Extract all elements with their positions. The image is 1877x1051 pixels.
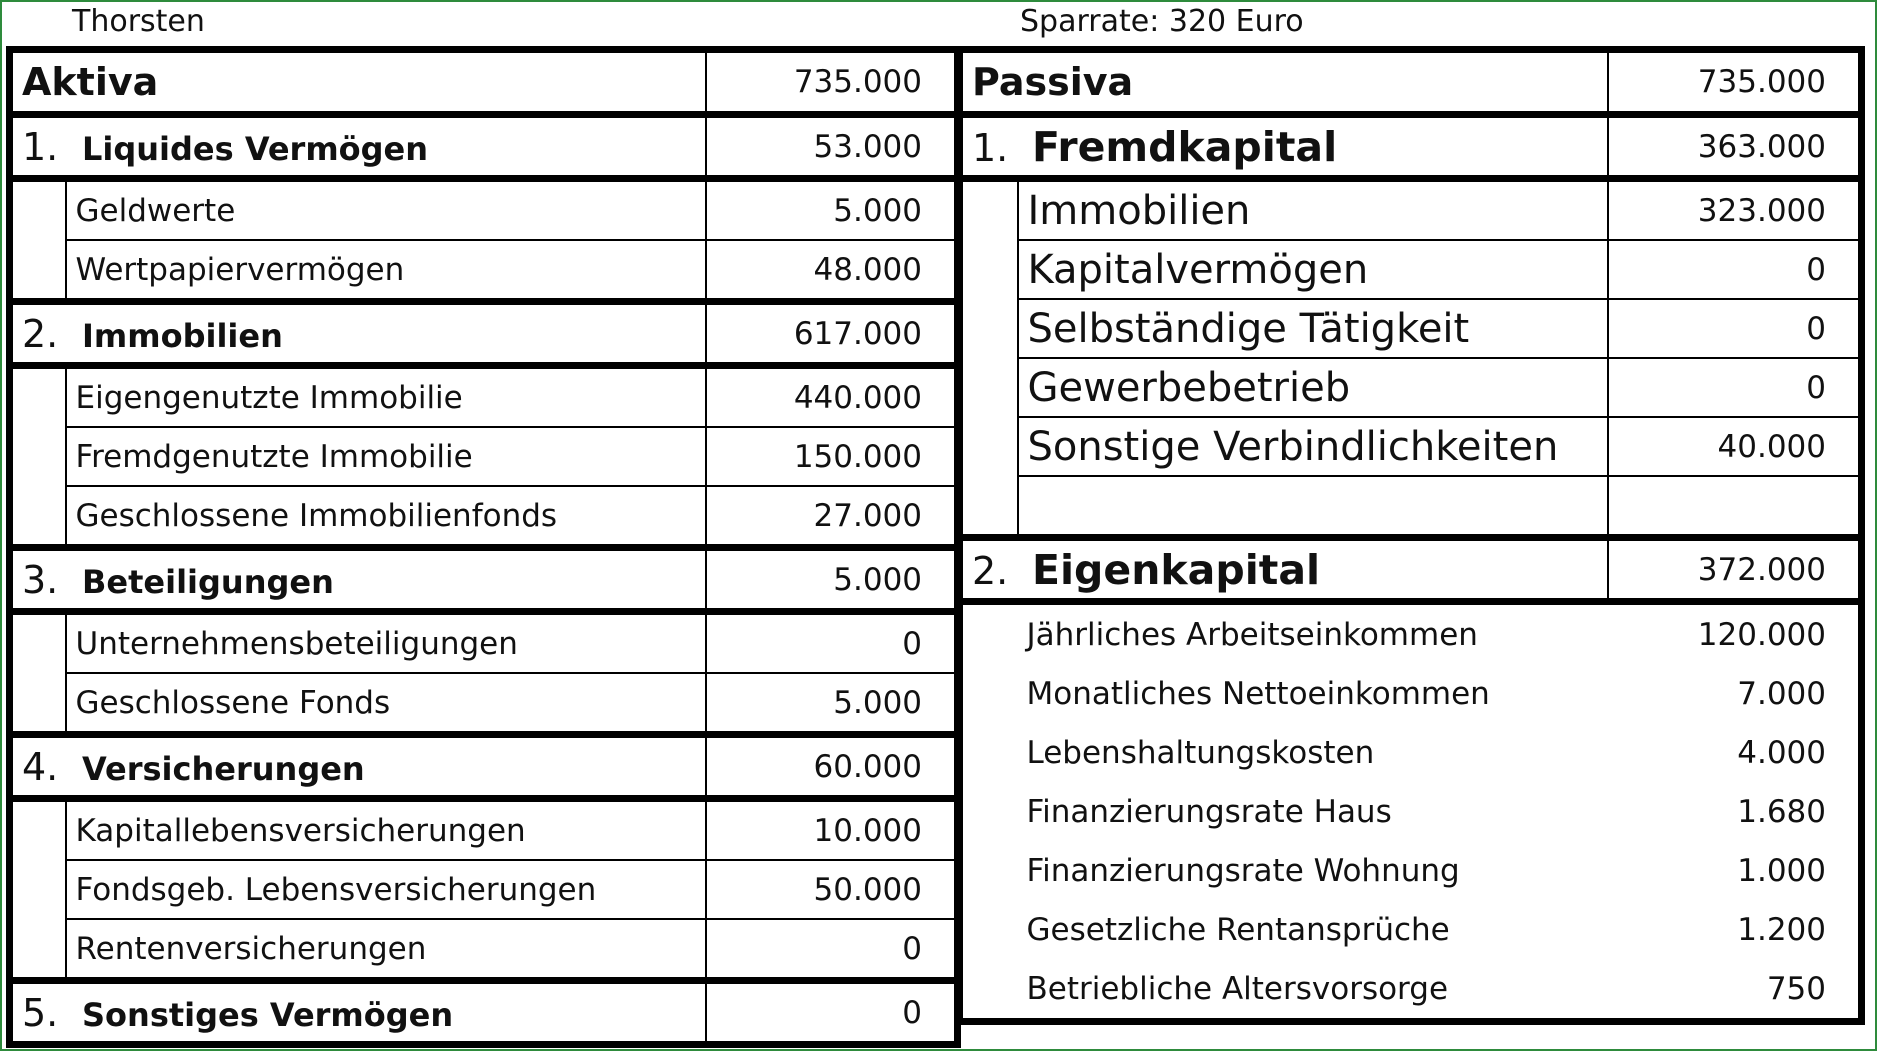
- section-label: [10, 115, 706, 179]
- section-title: Liquides Vermögen: [82, 129, 429, 168]
- aktiva-total: 735.000: [706, 50, 958, 115]
- item-label: Unternehmensbeteiligungen: [66, 612, 706, 674]
- item-label: Sonstige Verbindlichkeiten: [1018, 417, 1608, 476]
- indent-cell: [960, 900, 1018, 959]
- aktiva-title: Aktiva: [10, 50, 706, 115]
- section-label: [960, 538, 1608, 602]
- item-value: 5.000: [706, 179, 958, 241]
- section-label: [10, 302, 706, 366]
- section-number: 1.: [972, 125, 1009, 170]
- indent-cell: [960, 782, 1018, 841]
- indent-cell: [960, 602, 1018, 665]
- info-label: Lebenshaltungskosten: [1026, 734, 1375, 771]
- info-label: Monatliches Nettoeinkommen: [1026, 675, 1490, 712]
- item-label: Kapitalvermögen: [1018, 240, 1608, 299]
- info-value: 1.680: [1737, 793, 1826, 830]
- item-value: 323.000: [1608, 179, 1862, 241]
- info-row: [960, 723, 1862, 782]
- indent-cell: [10, 799, 66, 981]
- item-value: 0: [1608, 299, 1862, 358]
- section-value: 372.000: [1608, 538, 1862, 602]
- section-value: 60.000: [706, 735, 958, 799]
- passiva-item-row: [960, 476, 1862, 538]
- item-value: 0: [706, 612, 958, 674]
- passiva-section-row: [960, 538, 1862, 602]
- aktiva-item-row: [10, 179, 958, 241]
- item-label: Geschlossene Fonds: [66, 673, 706, 735]
- indent-cell: [960, 664, 1018, 723]
- section-number: 3.: [22, 557, 59, 602]
- section-title: Immobilien: [82, 316, 283, 355]
- passiva-item-row: [960, 358, 1862, 417]
- info-value: 1.200: [1737, 911, 1826, 948]
- section-label: [10, 735, 706, 799]
- aktiva-item-row: [10, 612, 958, 674]
- info-label: Jährliches Arbeitseinkommen: [1026, 616, 1478, 653]
- indent-cell: [960, 841, 1018, 900]
- aktiva-section-row: [10, 735, 958, 799]
- section-title: Beteiligungen: [82, 562, 334, 601]
- section-value: 617.000: [706, 302, 958, 366]
- passiva-item-row: [960, 179, 1862, 241]
- passiva-item-row: [960, 240, 1862, 299]
- section-number: 1.: [22, 124, 59, 169]
- section-number: 2.: [22, 311, 59, 356]
- section-title: Fremdkapital: [1032, 122, 1338, 171]
- aktiva-total-row: [10, 50, 958, 115]
- info-value: 120.000: [1697, 616, 1826, 653]
- section-label: [960, 115, 1608, 179]
- section-value: 363.000: [1608, 115, 1862, 179]
- section-label: [10, 981, 706, 1045]
- section-title: Sonstiges Vermögen: [82, 995, 454, 1034]
- section-title: Versicherungen: [82, 749, 365, 788]
- item-label: Eigengenutzte Immobilie: [66, 366, 706, 428]
- item-value: [1608, 476, 1862, 538]
- item-label: Fondsgeb. Lebensversicherungen: [66, 860, 706, 919]
- info-value: 1.000: [1737, 852, 1826, 889]
- item-value: 48.000: [706, 240, 958, 302]
- item-value: 5.000: [706, 673, 958, 735]
- info-row: [960, 841, 1862, 900]
- info-label: Finanzierungsrate Wohnung: [1026, 852, 1460, 889]
- passiva-title: Passiva: [960, 50, 1608, 115]
- info-row: [960, 782, 1862, 841]
- item-label: Wertpapiervermögen: [66, 240, 706, 302]
- section-label: [10, 548, 706, 612]
- item-value: 0: [1608, 358, 1862, 417]
- aktiva-item-row: [10, 799, 958, 861]
- item-value: 10.000: [706, 799, 958, 861]
- section-number: 2.: [972, 548, 1009, 593]
- item-label: Geldwerte: [66, 179, 706, 241]
- person-name: Thorsten: [72, 4, 205, 39]
- aktiva-section-row: [10, 981, 958, 1045]
- item-value: 440.000: [706, 366, 958, 428]
- savings-rate: Sparrate: 320 Euro: [1020, 4, 1304, 39]
- item-label: Fremdgenutzte Immobilie: [66, 427, 706, 486]
- item-value: 50.000: [706, 860, 958, 919]
- item-value: 0: [706, 919, 958, 981]
- passiva-table: [956, 46, 1865, 1025]
- aktiva-section-row: [10, 302, 958, 366]
- aktiva-item-row: [10, 427, 958, 486]
- indent-cell: [960, 959, 1018, 1022]
- item-value: 150.000: [706, 427, 958, 486]
- item-value: 27.000: [706, 486, 958, 548]
- info-row: [960, 959, 1862, 1022]
- item-label: Immobilien: [1018, 179, 1608, 241]
- indent-cell: [10, 366, 66, 548]
- info-label: Finanzierungsrate Haus: [1026, 793, 1392, 830]
- info-value: 7.000: [1737, 675, 1826, 712]
- info-row: [960, 602, 1862, 665]
- item-label: Kapitallebensversicherungen: [66, 799, 706, 861]
- item-label: Rentenversicherungen: [66, 919, 706, 981]
- indent-cell: [960, 723, 1018, 782]
- aktiva-item-row: [10, 860, 958, 919]
- section-number: 4.: [22, 744, 59, 789]
- aktiva-item-row: [10, 486, 958, 548]
- aktiva-section-row: [10, 548, 958, 612]
- info-row: [960, 664, 1862, 723]
- item-label: Selbständige Tätigkeit: [1018, 299, 1608, 358]
- passiva-total: 735.000: [1608, 50, 1862, 115]
- aktiva-item-row: [10, 240, 958, 302]
- section-number: 5.: [22, 990, 59, 1035]
- aktiva-section-row: [10, 115, 958, 179]
- indent-cell: [10, 179, 66, 302]
- info-label: Betriebliche Altersvorsorge: [1026, 970, 1449, 1007]
- info-label: Gesetzliche Rentansprüche: [1026, 911, 1450, 948]
- item-label: Gewerbebetrieb: [1018, 358, 1608, 417]
- item-value: 40.000: [1608, 417, 1862, 476]
- indent-cell: [960, 179, 1018, 538]
- item-label: [1018, 476, 1608, 538]
- passiva-item-row: [960, 299, 1862, 358]
- passiva-section-row: [960, 115, 1862, 179]
- passiva-item-row: [960, 417, 1862, 476]
- item-label: Geschlossene Immobilienfonds: [66, 486, 706, 548]
- item-value: 0: [1608, 240, 1862, 299]
- section-value: 5.000: [706, 548, 958, 612]
- aktiva-item-row: [10, 366, 958, 428]
- section-title: Eigenkapital: [1032, 545, 1321, 594]
- section-value: 0: [706, 981, 958, 1045]
- indent-cell: [10, 612, 66, 735]
- section-value: 53.000: [706, 115, 958, 179]
- aktiva-item-row: [10, 919, 958, 981]
- info-value: 750: [1766, 970, 1826, 1007]
- info-value: 4.000: [1737, 734, 1826, 771]
- aktiva-table: [6, 46, 961, 1048]
- aktiva-item-row: [10, 673, 958, 735]
- passiva-total-row: [960, 50, 1862, 115]
- info-row: [960, 900, 1862, 959]
